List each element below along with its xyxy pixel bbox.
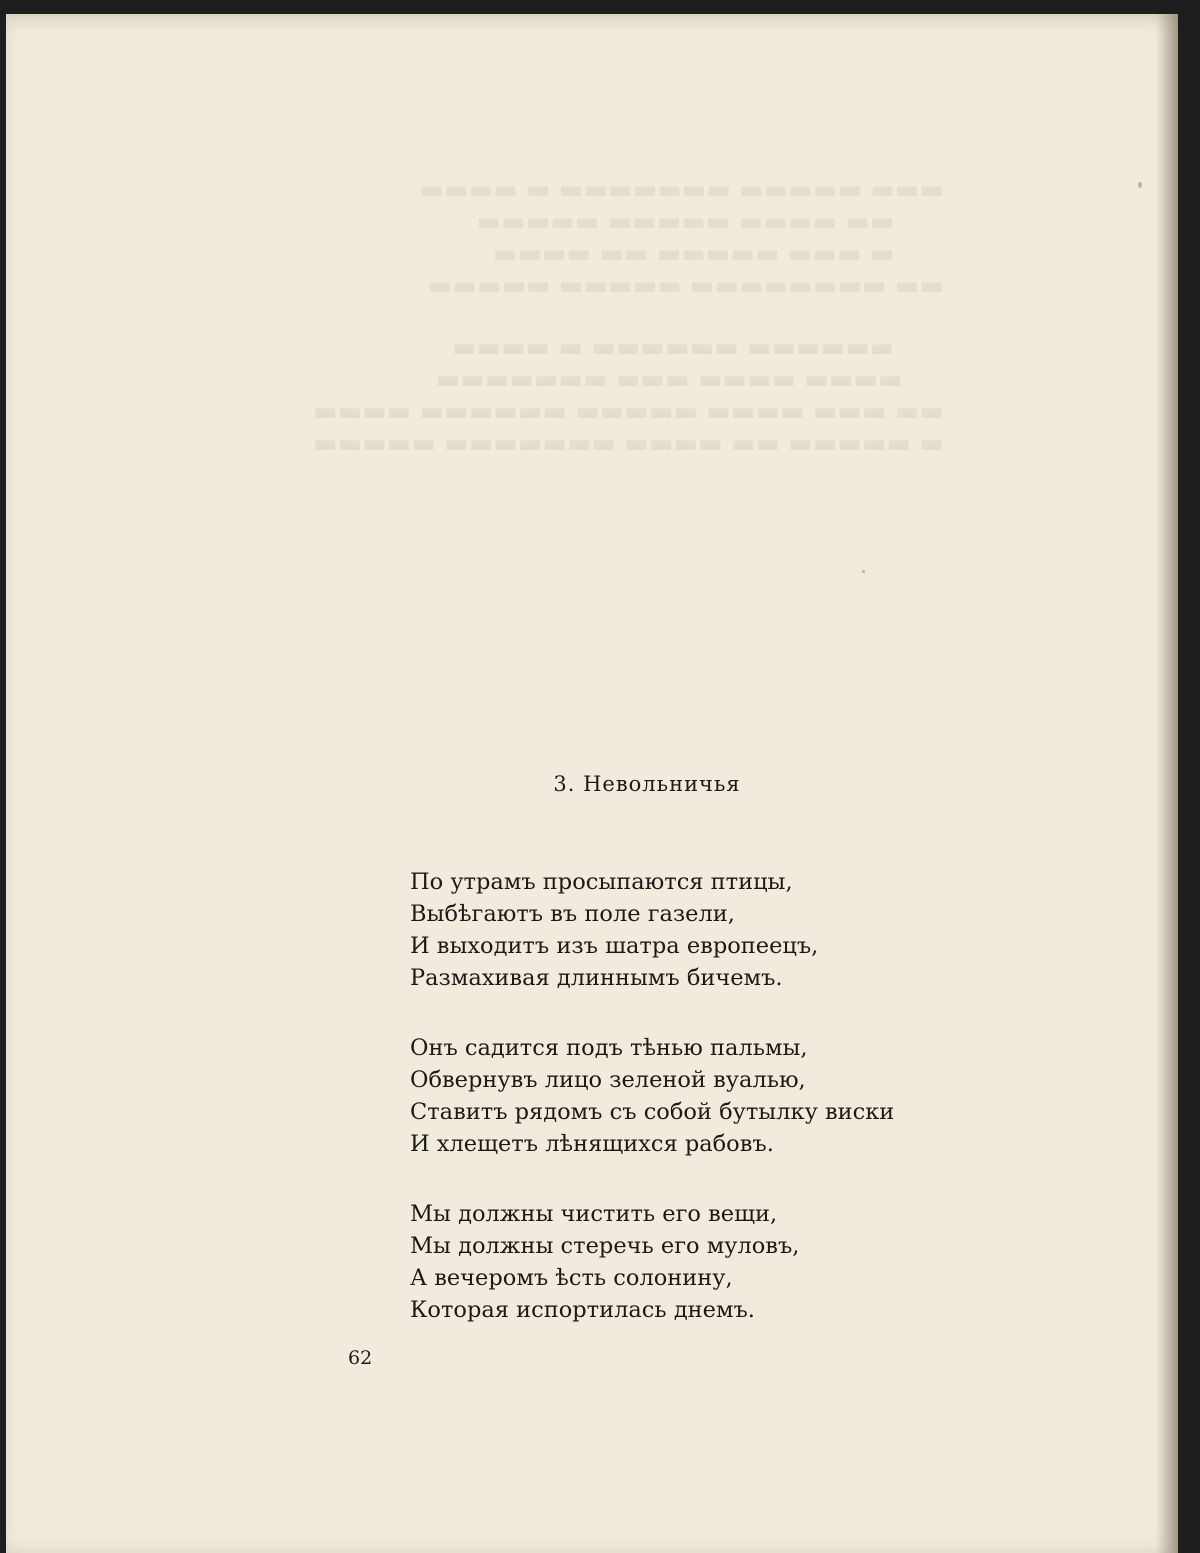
poem-line: Обвернувъ лицо зеленой вуалью, <box>410 1067 806 1093</box>
poem-line: Онъ садится подъ тѣнью пальмы, <box>410 1035 808 1061</box>
poem-line: По утрамъ просыпаются птицы, <box>410 869 793 895</box>
poem-line: Мы должны чистить его вещи, <box>410 1201 778 1227</box>
poem-title: 3. Невольничья <box>553 772 741 796</box>
poem-line: Которая испортилась днемъ. <box>410 1297 755 1323</box>
poem-line: И выходитъ изъ шатра европеецъ, <box>410 933 819 959</box>
poem-line: Размахивая длиннымъ бичемъ. <box>410 965 783 991</box>
poem-line: А вечеромъ ѣсть солонину, <box>410 1265 733 1291</box>
poem-line: Ставитъ рядомъ съ собой бутылку виски <box>410 1099 895 1125</box>
paper-speck <box>862 570 865 573</box>
page-number: 62 <box>348 1347 373 1369</box>
paper-speck <box>1138 182 1142 188</box>
poem-line: Выбѣгаютъ въ поле газели, <box>410 901 735 927</box>
stanza <box>410 866 894 994</box>
stanza <box>410 1198 894 1326</box>
poem-line: И хлещетъ лѣнящихся рабовъ. <box>410 1131 774 1157</box>
stanza <box>410 1032 894 1160</box>
book-page <box>6 14 1178 1553</box>
show-through-text: ▬▬▬ ▬▬▬▬▬ ▬▬▬▬▬▬▬ ▬ ▬▬▬▬ ▬▬ ▬▬▬▬ ▬▬▬▬▬ ▬▬▬▬▬ ▬ ▬▬▬ ▬▬▬▬▬ ▬▬ ▬▬▬▬ ▬▬ ▬▬▬▬▬▬▬▬ ▬▬▬▬▬ ▬▬▬▬▬ ▬▬▬▬▬▬ ▬▬▬▬▬▬ ▬ ▬▬▬▬ ▬▬▬▬ ▬▬▬▬ ▬▬▬ ▬▬▬▬▬▬▬ ▬▬ ▬▬▬ ▬▬▬▬ ▬▬▬▬▬ ▬▬▬▬▬▬ ▬▬▬▬ ▬ ▬▬▬▬▬ ▬▬ ▬▬▬▬ ▬▬▬▬▬▬▬ ▬▬▬▬▬ <box>313 175 944 459</box>
poem-line: Мы должны стеречь его муловъ, <box>410 1233 800 1259</box>
poem-body <box>410 866 894 1364</box>
